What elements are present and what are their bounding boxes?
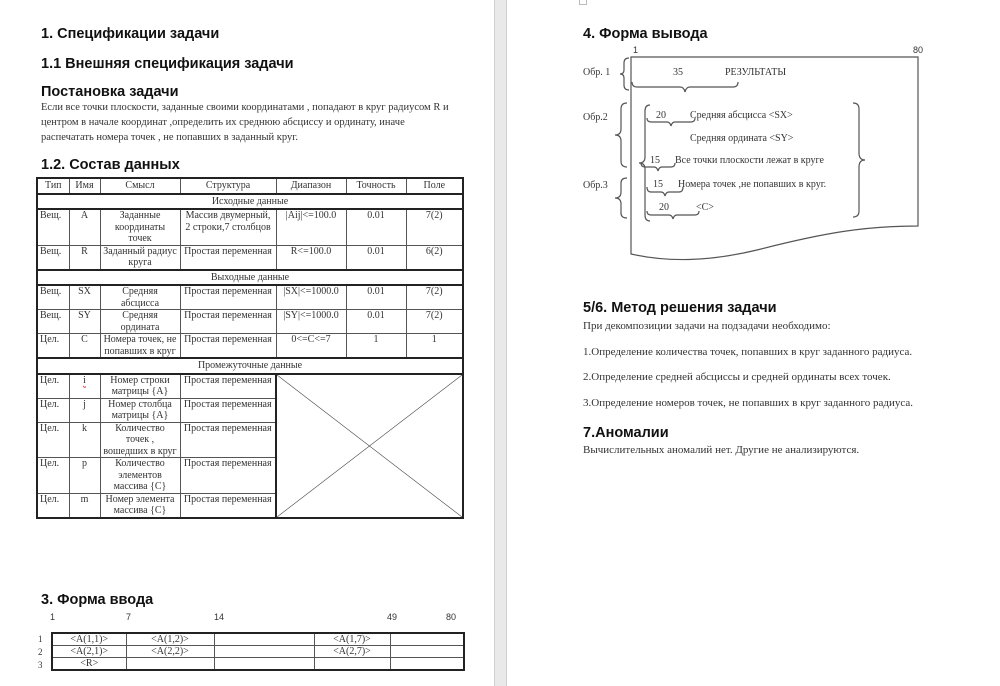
- heading-solution-method: 5/6. Метод решения задачи: [583, 300, 777, 316]
- pattern-label: Обр. 1: [583, 67, 611, 78]
- cell-meaning: Количество точек , вошедших в круг: [100, 422, 180, 458]
- cell-meaning: Номер элемента массива {C}: [100, 493, 180, 518]
- cell-structure: Простая переменная: [180, 245, 276, 270]
- heading-anomalies: 7.Аномалии: [583, 425, 669, 441]
- input-form-table: [51, 632, 465, 671]
- row-number: 1: [38, 634, 43, 644]
- column-header: Диапазон: [276, 178, 346, 194]
- ruler-end: 80: [913, 45, 924, 55]
- ruler-mark: 80: [446, 612, 457, 622]
- heading-output-form: 4. Форма вывода: [583, 26, 708, 42]
- cell-precision: 0.01: [346, 310, 406, 334]
- method-step: 1.Определение количества точек, попавших в круг заданного радиуса.: [583, 346, 913, 358]
- field-width: 20: [659, 202, 669, 213]
- input-cell: <A(1,7)>: [314, 633, 390, 646]
- input-cell: [214, 633, 314, 646]
- cell-name: p: [69, 458, 100, 494]
- input-cell: [390, 646, 464, 658]
- output-line-text: РЕЗУЛЬТАТЫ: [725, 67, 787, 78]
- cell-meaning: Номера точек, не попавших в круг: [100, 334, 180, 359]
- cell-type: Вещ.: [37, 310, 69, 334]
- cell-range: |SY|<=1000.0: [276, 310, 346, 334]
- input-cell: [214, 646, 314, 658]
- cell-name-text: i: [83, 374, 86, 386]
- cell-meaning: Номер столбца матрицы {A}: [100, 398, 180, 422]
- cell-meaning: Номер строки матрицы {A}: [100, 374, 180, 399]
- input-cell: <A(2,7)>: [314, 646, 390, 658]
- cell-meaning: Заданный радиус круга: [100, 245, 180, 270]
- cell-structure: Простая переменная: [180, 422, 276, 458]
- table-row: [37, 334, 463, 359]
- input-form-row: [52, 658, 464, 671]
- cell-structure: Простая переменная: [180, 285, 276, 310]
- cell-structure: Простая переменная: [180, 493, 276, 518]
- cell-type: Цел.: [37, 422, 69, 458]
- output-line-text: Средняя абсцисса <SX>: [690, 110, 793, 121]
- ruler-mark: 49: [387, 612, 398, 622]
- heading-input-form: 3. Форма ввода: [41, 592, 154, 608]
- input-cell: [390, 658, 464, 671]
- cell-range: R<=100.0: [276, 245, 346, 270]
- input-cell: [390, 633, 464, 646]
- output-line-text: Все точки плоскости лежат в круге: [675, 155, 824, 166]
- column-header: Имя: [69, 178, 100, 194]
- output-line-text: Средняя ордината <SY>: [690, 133, 794, 144]
- output-line-text: Номера точек ,не попавших в круг.: [678, 179, 827, 190]
- heading-specifications: 1. Спецификации задачи: [41, 26, 220, 42]
- column-header: Смысл: [100, 178, 180, 194]
- problem-text: Если все точки плоскости, заданные своими координатами , попадают в круг радиусом R и центром в начале координат ,определить их среднюю абсциссу и ординату, иначе распечатать номера точек , не попавших в заданный круг.: [41, 102, 449, 143]
- section-title: Выходные данные: [37, 270, 463, 286]
- row-number: 3: [38, 660, 43, 670]
- output-line-text: <C>: [696, 202, 714, 213]
- section-row-output: [37, 270, 463, 286]
- cell-name: A: [69, 209, 100, 245]
- cell-structure: Простая переменная: [180, 334, 276, 359]
- cell-meaning: Количество элементов массива {C}: [100, 458, 180, 494]
- group-brace: [853, 103, 865, 217]
- table-header-row: [37, 178, 463, 194]
- heading-external-spec: 1.1 Внешняя спецификация задачи: [41, 56, 294, 72]
- cell-name: k: [69, 422, 100, 458]
- column-header: Точность: [346, 178, 406, 194]
- cell-type: Цел.: [37, 398, 69, 422]
- cell-field: 1: [406, 334, 463, 359]
- input-form-row: [52, 633, 464, 646]
- field-width: 15: [650, 155, 660, 166]
- label-brace: [615, 103, 627, 167]
- input-cell: <A(1,2)>: [126, 633, 214, 646]
- cell-name: SY: [69, 310, 100, 334]
- cell-range: 0<=C<=7: [276, 334, 346, 359]
- width-brace: [632, 82, 738, 92]
- cell-name: SX: [69, 285, 100, 310]
- cell-meaning: Заданные координаты точек: [100, 209, 180, 245]
- heading-data-composition: 1.2. Состав данных: [41, 157, 180, 173]
- cell-name: R: [69, 245, 100, 270]
- cell-type: Цел.: [37, 493, 69, 518]
- cell-type: Вещ.: [37, 285, 69, 310]
- width-brace: [647, 118, 695, 126]
- cell-range: |Aij|<=100.0: [276, 209, 346, 245]
- document-page-right: [506, 0, 1000, 686]
- data-spec-table: [36, 177, 464, 519]
- input-cell: [314, 658, 390, 671]
- cell-name: m: [69, 493, 100, 518]
- ruler-mark: 14: [214, 612, 225, 622]
- cell-name: [69, 374, 100, 399]
- cell-type: Цел.: [37, 334, 69, 359]
- column-header: Структура: [180, 178, 276, 194]
- method-step: 2.Определение средней абсциссы и средней ординаты всех точек.: [583, 371, 891, 383]
- field-width: 20: [656, 110, 666, 121]
- section-row-intermediate: [37, 358, 463, 374]
- cell-precision: 0.01: [346, 285, 406, 310]
- input-cell: [126, 658, 214, 671]
- cell-structure: Простая переменная: [180, 310, 276, 334]
- table-row: [37, 310, 463, 334]
- empty-crossed-cell: [276, 374, 463, 518]
- cell-field: 7(2): [406, 310, 463, 334]
- input-form-row: [52, 646, 464, 658]
- cell-name: j: [69, 398, 100, 422]
- cell-field: 7(2): [406, 285, 463, 310]
- column-header: Тип: [37, 178, 69, 194]
- input-cell: <R>: [52, 658, 126, 671]
- cell-meaning: Средняя ордината: [100, 310, 180, 334]
- cell-field: 6(2): [406, 245, 463, 270]
- column-header: Поле: [406, 178, 463, 194]
- row-number: 2: [38, 647, 43, 657]
- cell-precision: 0.01: [346, 245, 406, 270]
- pattern-label: Обр.2: [583, 112, 608, 123]
- cell-structure: Простая переменная: [180, 458, 276, 494]
- cell-structure: Простая переменная: [180, 398, 276, 422]
- field-width: 15: [653, 179, 663, 190]
- input-cell: <A(1,1)>: [52, 633, 126, 646]
- input-cell: <A(2,1)>: [52, 646, 126, 658]
- cell-precision: 0.01: [346, 209, 406, 245]
- cell-type: Цел.: [37, 458, 69, 494]
- section-row-input: [37, 194, 463, 210]
- method-step: 3.Определение номеров точек, не попавших в круг заданного радиуса.: [583, 397, 914, 409]
- heading-problem-statement: Постановка задачи: [41, 84, 179, 100]
- cell-type: Цел.: [37, 374, 69, 399]
- cell-field: 7(2): [406, 209, 463, 245]
- cell-meaning: Средняя абсцисса: [100, 285, 180, 310]
- cell-name: C: [69, 334, 100, 359]
- width-brace: [647, 211, 699, 219]
- cross-lines: [277, 375, 462, 517]
- table-row: [37, 209, 463, 245]
- section-title: Промежуточные данные: [37, 358, 463, 374]
- cell-range: |SX|<=1000.0: [276, 285, 346, 310]
- section-title: Исходные данные: [37, 194, 463, 210]
- anomalies-text: Вычислительных аномалий нет. Другие не анализируются.: [583, 444, 860, 456]
- ruler-mark: 7: [126, 612, 132, 622]
- method-intro: При декомпозиции задачи на подзадачи необходимо:: [583, 320, 831, 332]
- field-width: 35: [673, 67, 683, 78]
- cell-structure: Простая переменная: [180, 374, 276, 399]
- input-cell: [214, 658, 314, 671]
- cell-type: Вещ.: [37, 245, 69, 270]
- label-brace: [620, 58, 629, 90]
- pattern-label: Обр.3: [583, 180, 608, 191]
- cell-precision: 1: [346, 334, 406, 359]
- cell-structure: Массив двумерный, 2 строки,7 столбцов: [180, 209, 276, 245]
- input-cell: <A(2,2)>: [126, 646, 214, 658]
- document-page-left: [0, 0, 495, 686]
- table-row: [37, 374, 463, 399]
- label-brace: [615, 178, 627, 218]
- table-row: [37, 285, 463, 310]
- ruler-start: 1: [633, 45, 639, 55]
- table-row: [37, 245, 463, 270]
- ruler-mark: 1: [50, 612, 56, 622]
- cell-type: Вещ.: [37, 209, 69, 245]
- output-form-diagram: [507, 0, 1000, 290]
